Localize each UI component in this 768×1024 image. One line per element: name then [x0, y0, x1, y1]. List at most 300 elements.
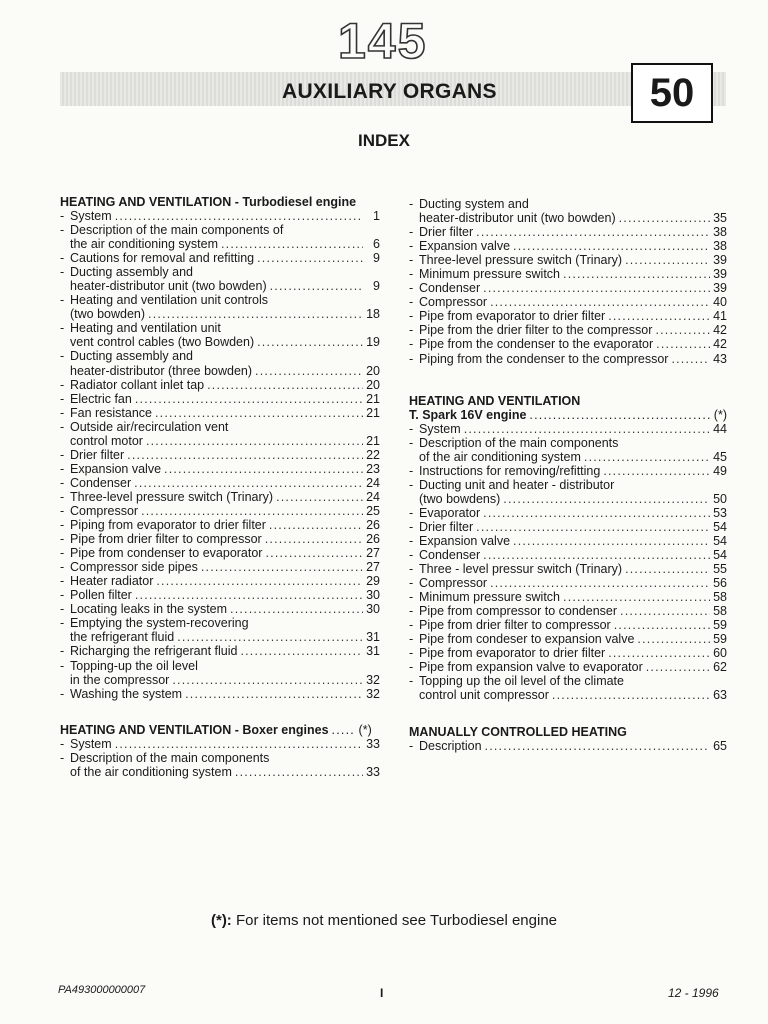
index-entry: [409, 464, 727, 478]
entry-bullet: -: [60, 616, 65, 631]
leader-dots: [490, 295, 710, 309]
entry-bullet: -: [60, 447, 65, 462]
tspark-section: [409, 394, 727, 703]
index-entry: [60, 462, 380, 476]
entry-page: 33: [366, 764, 380, 779]
entry-label: Three-level pressure switch (Trinary): [419, 253, 623, 268]
entry-page: 31: [366, 630, 380, 645]
index-entry: [409, 211, 727, 225]
entry-page: 26: [366, 518, 380, 533]
index-entry: [60, 602, 380, 616]
entry-page: 24: [366, 475, 380, 490]
index-entry: [409, 534, 727, 548]
entry-bullet: -: [409, 618, 414, 633]
entry-bullet: -: [60, 736, 65, 751]
entry-page: 20: [366, 377, 380, 392]
entry-bullet: -: [409, 197, 414, 211]
leader-dots: [164, 462, 363, 476]
entry-page: 38: [713, 225, 727, 240]
entry-label: System: [70, 736, 112, 751]
index-entry: [409, 267, 727, 281]
index-entry: [60, 673, 380, 687]
index-entry: [409, 590, 727, 604]
tspark-subheading: T. Spark 16V engine: [409, 407, 527, 422]
entry-label: Ducting system and: [419, 197, 529, 211]
turbodiesel-heading: HEATING AND VENTILATION - Turbodiesel engine: [60, 195, 357, 209]
entry-page: 39: [713, 253, 727, 268]
leader-dots: [172, 673, 363, 687]
index-entry: [409, 618, 727, 632]
entry-page: 19: [366, 335, 380, 350]
leader-dots: [614, 618, 710, 632]
index-entry: [60, 532, 380, 546]
leader-dots: [584, 450, 710, 464]
entry-bullet: -: [409, 738, 414, 753]
leader-dots: [552, 688, 710, 702]
entry-label: Emptying the system-recovering: [70, 616, 249, 631]
entry-bullet: -: [60, 503, 65, 518]
leader-dots: [257, 335, 363, 349]
index-entry: [409, 323, 727, 337]
entry-label: Condenser: [419, 281, 481, 296]
entry-bullet: -: [60, 461, 65, 476]
leader-dots: [135, 392, 363, 406]
leader-dots: [240, 644, 363, 658]
left-column: [60, 195, 380, 793]
entry-label: Outside air/recirculation vent: [70, 419, 229, 434]
index-entry: [409, 492, 727, 506]
section-number: 50: [649, 70, 695, 115]
footnote-marker: (*):: [210, 912, 232, 929]
leader-dots: [134, 476, 363, 490]
leader-dots: [257, 251, 363, 265]
leader-dots: [529, 408, 710, 422]
entry-label: Locating leaks in the system: [70, 602, 228, 617]
entry-bullet: -: [60, 377, 65, 392]
entry-label: Heater radiator: [70, 574, 154, 589]
leader-dots: [513, 239, 710, 253]
index-entry: [409, 309, 727, 323]
index-entry: [60, 420, 380, 434]
leader-dots: [608, 646, 710, 660]
entry-page: 53: [713, 505, 727, 520]
entry-page: 49: [713, 463, 727, 478]
entry-label: Pipe from the condenser to the evaporator: [419, 337, 654, 352]
entry-label: Expansion valve: [419, 533, 511, 548]
entry-page: 23: [366, 461, 380, 476]
leader-dots: [671, 352, 710, 366]
document-code: PA493000000007: [58, 984, 146, 996]
entry-page: 58: [713, 604, 727, 619]
leader-dots: [141, 504, 363, 518]
leader-dots: [490, 576, 710, 590]
index-entry: [60, 237, 380, 251]
index-entry: [60, 434, 380, 448]
entry-page: 59: [713, 618, 727, 633]
entry-page: 45: [713, 449, 727, 464]
leader-dots: [603, 464, 710, 478]
leader-dots: [230, 602, 363, 616]
entry-page: 38: [713, 239, 727, 254]
index-entry: [409, 436, 727, 450]
leader-dots: [483, 506, 710, 520]
entry-bullet: -: [60, 644, 65, 659]
entry-page: 21: [366, 391, 380, 406]
entry-page: 31: [366, 644, 380, 659]
index-entry: [60, 251, 380, 265]
entry-label: Pipe from drier filter to compressor: [70, 532, 262, 547]
leader-dots: [625, 562, 710, 576]
index-entry: [409, 688, 727, 702]
entry-label: Description of the main components: [70, 750, 270, 765]
entry-page: 54: [713, 533, 727, 548]
entry-bullet: -: [409, 253, 414, 268]
leader-dots: [115, 737, 363, 751]
index-entry: [409, 295, 727, 309]
index-entry: [60, 574, 380, 588]
index-entry: [409, 253, 727, 267]
entry-label: Pipe from condeser to expansion valve: [419, 632, 635, 647]
leader-dots: [503, 492, 710, 506]
entry-label: Compressor: [70, 503, 139, 518]
chapter-title: AUXILIARY ORGANS: [282, 80, 497, 103]
entry-bullet: -: [409, 351, 414, 366]
entry-label: Pollen filter: [70, 588, 132, 603]
entry-label: Pipe from the drier filter to the compressor: [419, 323, 653, 338]
right-column: [409, 197, 727, 767]
entry-page: 41: [713, 309, 727, 324]
entry-bullet: -: [60, 391, 65, 406]
entry-label: Description of the main components of: [70, 223, 284, 238]
leader-dots: [276, 490, 363, 504]
entry-label: Fan resistance: [70, 405, 152, 420]
entry-page: 54: [713, 519, 727, 534]
entry-label: of the air conditioning system: [70, 764, 232, 779]
model-145-logo: [334, 16, 454, 64]
entry-label: Expansion valve: [419, 239, 511, 254]
index-entry: [409, 576, 727, 590]
entry-label: (two bowden): [70, 307, 146, 322]
entry-label: Richarging the refrigerant fluid: [70, 644, 238, 659]
leader-dots: [332, 723, 356, 737]
entry-bullet: -: [409, 547, 414, 562]
entry-bullet: -: [409, 505, 414, 520]
entry-label: Drier filter: [419, 519, 474, 534]
entry-label: Electric fan: [70, 391, 132, 406]
entry-bullet: -: [409, 533, 414, 548]
entry-bullet: -: [60, 321, 65, 336]
index-entry: [60, 504, 380, 518]
entry-page: 9: [373, 279, 380, 294]
continued-entries: [409, 197, 727, 366]
index-entry: [60, 490, 380, 504]
entry-page: 42: [713, 337, 727, 352]
entry-label: (two bowdens): [419, 491, 501, 506]
entry-bullet: -: [409, 463, 414, 478]
entry-label: Instructions for removing/refitting: [419, 463, 601, 478]
entry-label: Three - level pressur switch (Trinary): [419, 562, 623, 577]
leader-dots: [127, 448, 363, 462]
entry-bullet: -: [60, 560, 65, 575]
entry-bullet: -: [409, 604, 414, 619]
entry-bullet: -: [60, 405, 65, 420]
leader-dots: [155, 406, 363, 420]
entry-label: Expansion valve: [70, 461, 162, 476]
entry-label: Condenser: [419, 547, 481, 562]
entry-page: 21: [366, 405, 380, 420]
leader-dots: [146, 434, 363, 448]
entry-bullet: -: [60, 349, 65, 364]
entry-page: 26: [366, 532, 380, 547]
entry-page: 39: [713, 267, 727, 282]
index-entry: [60, 560, 380, 574]
index-entry: [60, 307, 380, 321]
entry-bullet: -: [409, 576, 414, 591]
index-entry: [60, 659, 380, 673]
entry-label: the air conditioning system: [70, 237, 218, 252]
entry-page: 32: [366, 672, 380, 687]
boxer-heading-page: (*): [358, 722, 372, 737]
index-entry: [60, 223, 380, 237]
leader-dots: [513, 534, 710, 548]
entry-page: 54: [713, 547, 727, 562]
index-entry: [60, 209, 380, 223]
entry-page: 30: [366, 602, 380, 617]
leader-dots: [620, 604, 710, 618]
index-entry: [60, 588, 380, 602]
turbodiesel-section: [60, 195, 380, 701]
entry-label: Condenser: [70, 475, 132, 490]
entry-label: Compressor side pipes: [70, 560, 198, 575]
entry-page: 59: [713, 632, 727, 647]
section-number-box: [631, 63, 713, 123]
entry-label: Cautions for removal and refitting: [70, 251, 255, 266]
entry-bullet: -: [409, 323, 414, 338]
entry-label: Minimum pressure switch: [419, 590, 561, 605]
boxer-section: [60, 723, 380, 779]
leader-dots: [656, 337, 710, 351]
leader-dots: [185, 687, 363, 701]
entry-page: 60: [713, 646, 727, 661]
boxer-heading-row: [60, 723, 380, 737]
entry-label: Drier filter: [419, 225, 474, 240]
entry-page: 62: [713, 660, 727, 675]
entry-bullet: -: [60, 574, 65, 589]
entry-page: 29: [366, 574, 380, 589]
entry-bullet: -: [60, 658, 65, 673]
tspark-subheading-row: [409, 408, 727, 422]
entry-bullet: -: [409, 590, 414, 605]
index-entry: [60, 518, 380, 532]
index-entry: [409, 422, 727, 436]
index-entry: [60, 293, 380, 307]
entry-label: Piping from the condenser to the compressor: [419, 351, 669, 366]
entry-label: Ducting assembly and: [70, 349, 193, 364]
index-entry: [409, 281, 727, 295]
entry-bullet: -: [60, 518, 65, 533]
index-entry: [409, 197, 727, 211]
index-entry: [60, 737, 380, 751]
entry-label: heater-distributor unit (two bowden): [70, 279, 267, 294]
entry-label: Ducting assembly and: [70, 265, 193, 280]
entry-label: Pipe from evaporator to drier filter: [419, 309, 606, 324]
entry-page: 6: [373, 237, 380, 252]
entry-label: control unit compressor: [419, 688, 549, 703]
index-entry: [409, 604, 727, 618]
model-145-logo-text: 145: [338, 16, 428, 64]
entry-page: 40: [713, 295, 727, 310]
entry-label: Radiator collant inlet tap: [70, 377, 205, 392]
tspark-entries: [409, 422, 727, 703]
entry-label: Washing the system: [70, 686, 183, 701]
index-entry: [409, 739, 727, 753]
entry-page: 32: [366, 686, 380, 701]
entry-label: the refrigerant fluid: [70, 630, 175, 645]
entry-page: 56: [713, 576, 727, 591]
footnote: [0, 912, 768, 929]
entry-page: 65: [713, 738, 727, 753]
leader-dots: [148, 307, 363, 321]
leader-dots: [625, 253, 710, 267]
entry-page: 27: [366, 546, 380, 561]
entry-label: Pipe from evaporator to drier filter: [419, 646, 606, 661]
leader-dots: [485, 739, 710, 753]
index-entry: [60, 392, 380, 406]
entry-bullet: -: [409, 337, 414, 352]
leader-dots: [265, 532, 363, 546]
entry-bullet: -: [60, 251, 65, 266]
entry-label: Drier filter: [70, 447, 125, 462]
entry-label: Minimum pressure switch: [419, 267, 561, 282]
index-title: INDEX: [358, 131, 410, 150]
leader-dots: [235, 765, 363, 779]
leader-dots: [265, 546, 363, 560]
entry-bullet: -: [60, 209, 65, 223]
entry-bullet: -: [60, 489, 65, 504]
entry-bullet: -: [409, 519, 414, 534]
entry-bullet: -: [60, 686, 65, 701]
leader-dots: [476, 520, 710, 534]
entry-label: System: [70, 209, 112, 223]
entry-page: 58: [713, 590, 727, 605]
index-entry: [60, 644, 380, 658]
index-entry: [60, 616, 380, 630]
index-entry: [409, 520, 727, 534]
entry-page: 39: [713, 281, 727, 296]
index-entry: [409, 632, 727, 646]
index-entry: [60, 448, 380, 462]
leader-dots: [637, 632, 710, 646]
index-entry: [409, 506, 727, 520]
entry-page: 21: [366, 433, 380, 448]
entry-page: 30: [366, 588, 380, 603]
index-entry: [60, 630, 380, 644]
manual-heating-entries: [409, 739, 727, 753]
entry-label: System: [419, 421, 461, 436]
leader-dots: [221, 237, 363, 251]
entry-bullet: -: [409, 281, 414, 296]
entry-label: Piping from evaporator to drier filter: [70, 518, 266, 533]
leader-dots: [619, 211, 710, 225]
leader-dots: [655, 323, 710, 337]
entry-label: Pipe from drier filter to compressor: [419, 618, 611, 633]
entry-bullet: -: [60, 750, 65, 765]
index-entry: [60, 279, 380, 293]
continued-section: [409, 197, 727, 366]
index-entry: [60, 364, 380, 378]
index-entry: [60, 751, 380, 765]
boxer-heading: HEATING AND VENTILATION - Boxer engines: [60, 722, 329, 737]
entry-page: 50: [713, 491, 727, 506]
entry-page: 63: [713, 688, 727, 703]
leader-dots: [135, 588, 363, 602]
leader-dots: [269, 518, 363, 532]
index-entry: [409, 450, 727, 464]
entry-label: Ducting unit and heater - distributor: [419, 477, 615, 492]
entry-label: Description of the main components: [419, 435, 619, 450]
entry-label: Three-level pressure switch (Trinary): [70, 489, 274, 504]
entry-bullet: -: [409, 674, 414, 689]
index-entry: [60, 687, 380, 701]
index-entry: [409, 352, 727, 366]
index-entry: [60, 335, 380, 349]
entry-label: Heating and ventilation unit: [70, 321, 221, 336]
leader-dots: [270, 279, 363, 293]
entry-label: in the compressor: [70, 672, 170, 687]
entry-bullet: -: [60, 419, 65, 434]
entry-bullet: -: [409, 267, 414, 282]
entry-label: vent control cables (two Bowden): [70, 335, 255, 350]
entry-bullet: -: [409, 562, 414, 577]
entry-bullet: -: [409, 309, 414, 324]
entry-page: 27: [366, 560, 380, 575]
entry-page: 44: [713, 421, 727, 436]
leader-dots: [207, 378, 363, 392]
index-entry: [60, 265, 380, 279]
boxer-entries: [60, 737, 380, 779]
leader-dots: [563, 590, 710, 604]
entry-label: Pipe from expansion valve to evaporator: [419, 660, 643, 675]
entry-label: heater-distributor unit (two bowden): [419, 211, 616, 226]
issue-date: 12 - 1996: [668, 986, 719, 1000]
tspark-subheading-page: (*): [713, 407, 727, 422]
entry-page: 1: [373, 209, 380, 223]
entry-bullet: -: [409, 435, 414, 450]
entry-page: 22: [366, 447, 380, 462]
entry-page: 55: [713, 562, 727, 577]
entry-page: 25: [366, 503, 380, 518]
leader-dots: [483, 281, 710, 295]
index-entry: [60, 406, 380, 420]
entry-label: Evaporator: [419, 505, 481, 520]
entry-bullet: -: [60, 293, 65, 308]
index-entry: [409, 646, 727, 660]
index-entry: [60, 765, 380, 779]
entry-bullet: -: [409, 239, 414, 254]
leader-dots: [464, 422, 710, 436]
index-entry: [409, 225, 727, 239]
entry-label: Topping up the oil level of the climate: [419, 674, 624, 689]
entry-bullet: -: [409, 477, 414, 492]
leader-dots: [476, 225, 710, 239]
index-entry: [409, 337, 727, 351]
leader-dots: [156, 574, 363, 588]
index-entry: [409, 478, 727, 492]
entry-bullet: -: [60, 546, 65, 561]
entry-page: 42: [713, 323, 727, 338]
index-entry: [60, 321, 380, 335]
entry-label: Compressor: [419, 295, 488, 310]
